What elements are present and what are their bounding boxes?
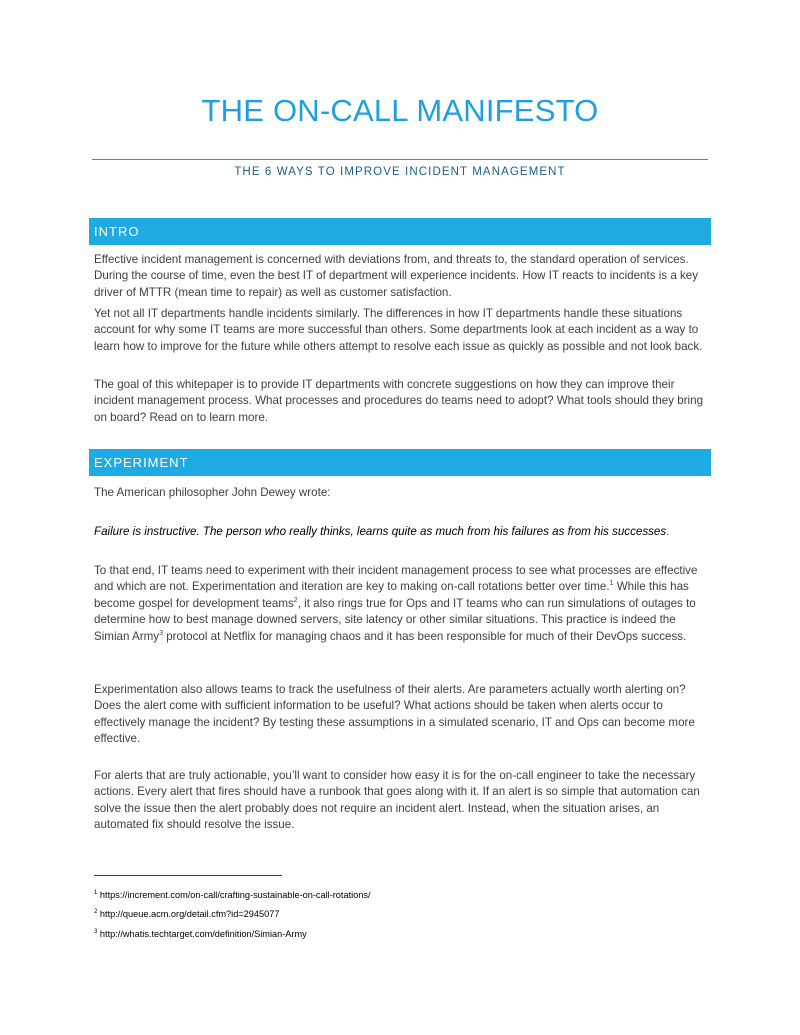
footnote-3-number: 3 (94, 928, 98, 935)
experiment-paragraph-3-part-d: protocol at Netflix for managing chaos and it has been responsible for much of their DevOps success. (162, 629, 687, 643)
footnote-3-link[interactable]: http://whatis.techtarget.com/definition/Simian-Army (99, 929, 307, 939)
footnote-2-link[interactable]: http://queue.acm.org/detail.cfm?id=2945077 (99, 909, 280, 919)
dewey-quote (94, 524, 710, 540)
footnote-ref-2: 2 (293, 596, 298, 604)
intro-paragraph-2: Yet not all IT departments handle incidents similarly. The differences in how IT departments handle these situations account for why some IT teams are more successful than others. Some departments look at each incident as a way to learn how to improve for the future while others attempt to resolve each issue as quickly as possible and not look back. (94, 307, 703, 353)
footnote-2 (94, 908, 710, 920)
experiment-paragraph-3-part-c: , it also rings true for Ops and IT teams who can run simulations of outages to determine how to best manage downed servers, site latency or other similar situations. This practice is indeed the Simian Army (94, 596, 696, 643)
footnote-1-link[interactable]: https://increment.com/on-call/crafting-sustainable-on-call-rotations/ (99, 890, 371, 900)
experiment-paragraph-1: The American philosopher John Dewey wrote: (94, 486, 331, 499)
footnote-1 (94, 889, 710, 901)
quote-text: Failure is instructive. The person who really thinks, learns quite as much from his failures as from his successes (94, 525, 667, 538)
footnote-2-number: 2 (94, 908, 98, 915)
experiment-section-header: EXPERIMENT (89, 449, 711, 476)
page-subtitle: THE 6 WAYS TO IMPROVE INCIDENT MANAGEMENT (234, 166, 566, 178)
footnote-ref-3: 3 (159, 629, 163, 637)
footnote-separator (94, 875, 282, 876)
intro-paragraph-3: The goal of this whitepaper is to provide IT departments with concrete suggestions on how they can improve their incident management process. What processes and procedures do teams need to adopt? What tools should they bring on board? Read on to learn more. (94, 378, 704, 424)
footnote-1-number: 1 (94, 889, 98, 896)
experiment-paragraph-4: Experimentation also allows teams to track the usefulness of their alerts. Are parameters actually worth alerting on? Does the alert come with sufficient information to be useful? What actions should be taken when alerts occur to effectively manage the incident? By testing these assumptions in a simulated scenario, IT and Ops can become more effective. (94, 683, 695, 746)
experiment-paragraph-5: For alerts that are truly actionable, you’ll want to consider how easy it is for the on-call engineer to take the necessary actions. Every alert that fires should have a runbook that goes along with it. If an alert is so simple that automation can solve the issue then the alert probably does not require an incident alert. Instead, when the situation arises, an automated fix should resolve the issue. (94, 769, 700, 832)
page-title: THE ON-CALL MANIFESTO (201, 93, 599, 128)
experiment-paragraph-3 (94, 563, 710, 645)
footnote-3 (94, 928, 710, 940)
intro-paragraph-1: Effective incident management is concerned with deviations from, and threats to, the standard operation of services. During the course of time, even the best IT of department will experience incidents. How IT reacts to incidents is a key driver of MTTR (mean time to repair) as well as customer satisfaction. (94, 253, 699, 299)
title-divider (92, 159, 708, 160)
experiment-paragraph-3-part-a: To that end, IT teams need to experiment with their incident management process to see what processes are effective and which are not. Experimentation and iteration are key to making on-call rotations better over time. (94, 564, 698, 594)
experiment-paragraph-3-part-b: While this has become gospel for development teams (94, 580, 689, 610)
quote-period: . (666, 525, 670, 538)
intro-section-header: INTRO (89, 218, 711, 245)
footnote-ref-1: 1 (609, 580, 614, 588)
